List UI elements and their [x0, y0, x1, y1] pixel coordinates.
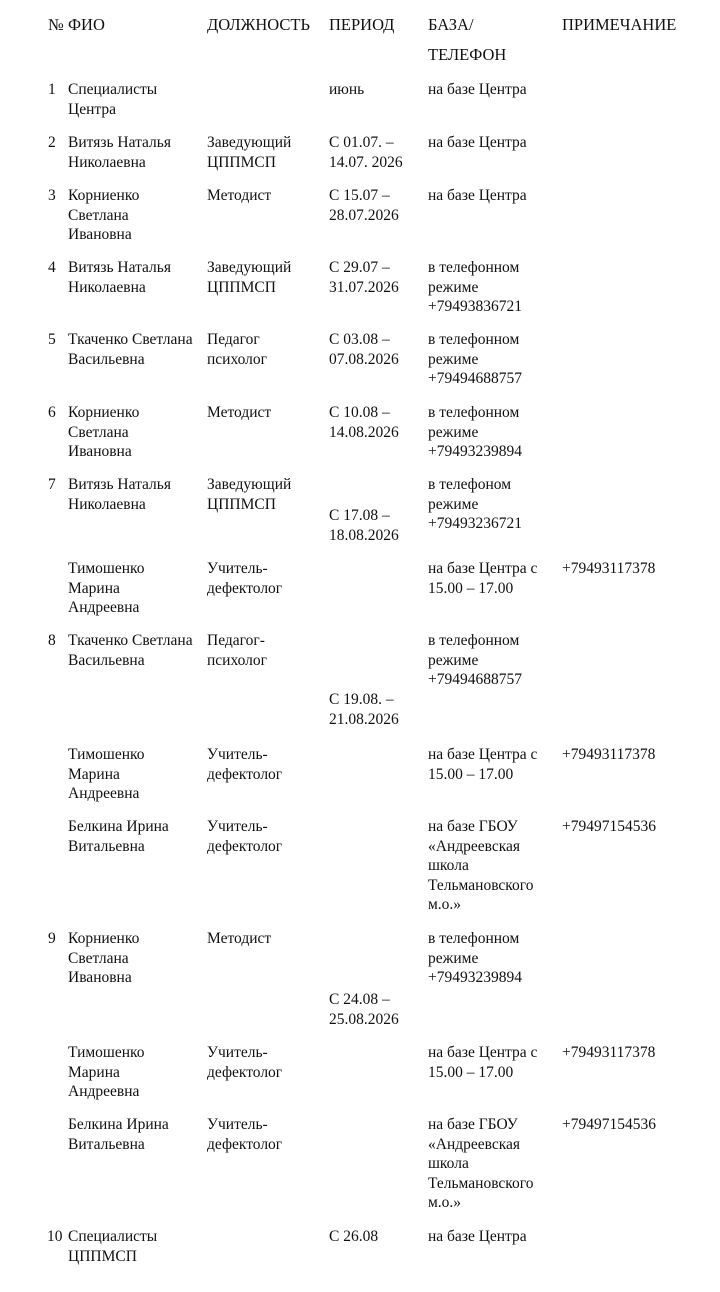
row-fio: Корниенко Светлана Ивановна — [68, 404, 140, 460]
row-base: на базе ГБОУ «Андреевская школa Тельмановского м.о.» — [428, 1116, 534, 1211]
period-cell: С 03.08 – 07.08.2026 — [329, 331, 399, 368]
row-note: +79493117378 — [562, 560, 656, 577]
period-cell: С 24.08 – 25.08.2026 — [329, 991, 399, 1028]
row-fio: Белкина Ирина Витальевна — [68, 818, 169, 855]
row-fio: Ткаченко Светлана Васильевна — [68, 331, 193, 368]
header-base: БАЗА/ — [428, 15, 474, 34]
row-fio: Белкина Ирина Витальевна — [68, 1116, 169, 1153]
row-number: 5 — [48, 331, 56, 348]
row-fio: Корниенко Светлана Ивановна — [68, 930, 140, 986]
row-fio: Тимошенко Марина Андреевна — [68, 1044, 145, 1100]
row-fio: Витязь Наталья Николаевна — [68, 134, 171, 171]
row-number: 8 — [48, 632, 56, 649]
row-fio: Витязь Наталья Николаевна — [68, 259, 171, 296]
row-base: на базе Центра — [428, 187, 527, 204]
row-base: на базе Центра — [428, 81, 527, 98]
row-base: на базе Центра с 15.00 – 17.00 — [428, 560, 538, 597]
period-cell: С 29.07 – 31.07.2026 — [329, 259, 399, 296]
header-fio: ФИО — [68, 15, 105, 34]
period-cell: С 26.08 — [329, 1228, 379, 1245]
period-cell: С 19.08. – 21.08.2026 — [329, 691, 399, 728]
row-fio: Специалисты Центра — [68, 81, 158, 118]
row-position: Учитель- дефектолог — [207, 1044, 283, 1081]
row-fio: Специалисты ЦППМСП — [68, 1228, 158, 1265]
header-position: ДОЛЖНОСТЬ — [207, 15, 310, 34]
row-position: Методист — [207, 930, 272, 947]
row-fio: Корниенко Светлана Ивановна — [68, 187, 140, 243]
period-cell: С 17.08 – 18.08.2026 — [329, 507, 399, 544]
row-fio: Витязь Наталья Николаевна — [68, 476, 171, 513]
row-base: на базе Центра — [428, 1228, 527, 1245]
row-position: Заведующий ЦППМСП — [207, 259, 292, 296]
period-cell: июнь — [329, 81, 365, 98]
row-number: 9 — [48, 930, 56, 947]
period-cell: С 10.08 – 14.08.2026 — [329, 404, 399, 441]
row-note: +79493117378 — [562, 746, 656, 763]
row-note: +79497154536 — [562, 818, 656, 835]
row-fio: Ткаченко Светлана Васильевна — [68, 632, 193, 669]
row-position: Учитель- дефектолог — [207, 746, 283, 783]
header-note: ПРИМЕЧАНИЕ — [562, 15, 677, 34]
row-base: на базе Центра с 15.00 – 17.00 — [428, 1044, 538, 1081]
row-position: Педагог- психолог — [207, 632, 268, 669]
row-number: 10 — [47, 1228, 63, 1245]
row-number: 4 — [48, 259, 56, 276]
row-number: 1 — [48, 81, 56, 98]
header-phone: ТЕЛЕФОН — [428, 45, 507, 64]
row-position: Методист — [207, 404, 272, 421]
row-note: +79497154536 — [562, 1116, 656, 1133]
row-base: в телефонном режиме +79493836721 — [428, 259, 522, 315]
row-position: Учитель- дефектолог — [207, 560, 283, 597]
row-position: Заведующий ЦППМСП — [207, 476, 292, 513]
row-position: Заведующий ЦППМСП — [207, 134, 292, 171]
row-base: на базе Центра — [428, 134, 527, 151]
row-number: 6 — [48, 404, 56, 421]
row-position: Учитель- дефектолог — [207, 1116, 283, 1153]
row-note: +79493117378 — [562, 1044, 656, 1061]
header-period: ПЕРИОД — [329, 15, 395, 34]
row-base: в телефонном режиме +79494688757 — [428, 632, 522, 688]
row-base: в телефоном режиме +79493236721 — [428, 476, 522, 532]
row-position: Методист — [207, 187, 272, 204]
row-number: 7 — [48, 476, 56, 493]
period-cell: С 01.07. – 14.07. 2026 — [329, 134, 403, 171]
row-base: в телефонном режиме +79494688757 — [428, 331, 522, 387]
row-number: 3 — [48, 187, 56, 204]
row-number: 2 — [48, 134, 56, 151]
row-base: в телефонном режиме +79493239894 — [428, 930, 522, 986]
row-base: на базе ГБОУ «Андреевская школа Тельмановского м.о.» — [428, 818, 534, 913]
row-fio: Тимошенко Марина Андреевна — [68, 560, 145, 616]
period-cell: С 15.07 – 28.07.2026 — [329, 187, 399, 224]
row-base: в телефонном режиме +79493239894 — [428, 404, 522, 460]
row-position: Учитель- дефектолог — [207, 818, 283, 855]
row-position: Педагог психолог — [207, 331, 268, 368]
header-number: № — [48, 15, 64, 34]
row-base: на базе Центра с 15.00 – 17.00 — [428, 746, 538, 783]
row-fio: Тимошенко Марина Андреевна — [68, 746, 145, 802]
